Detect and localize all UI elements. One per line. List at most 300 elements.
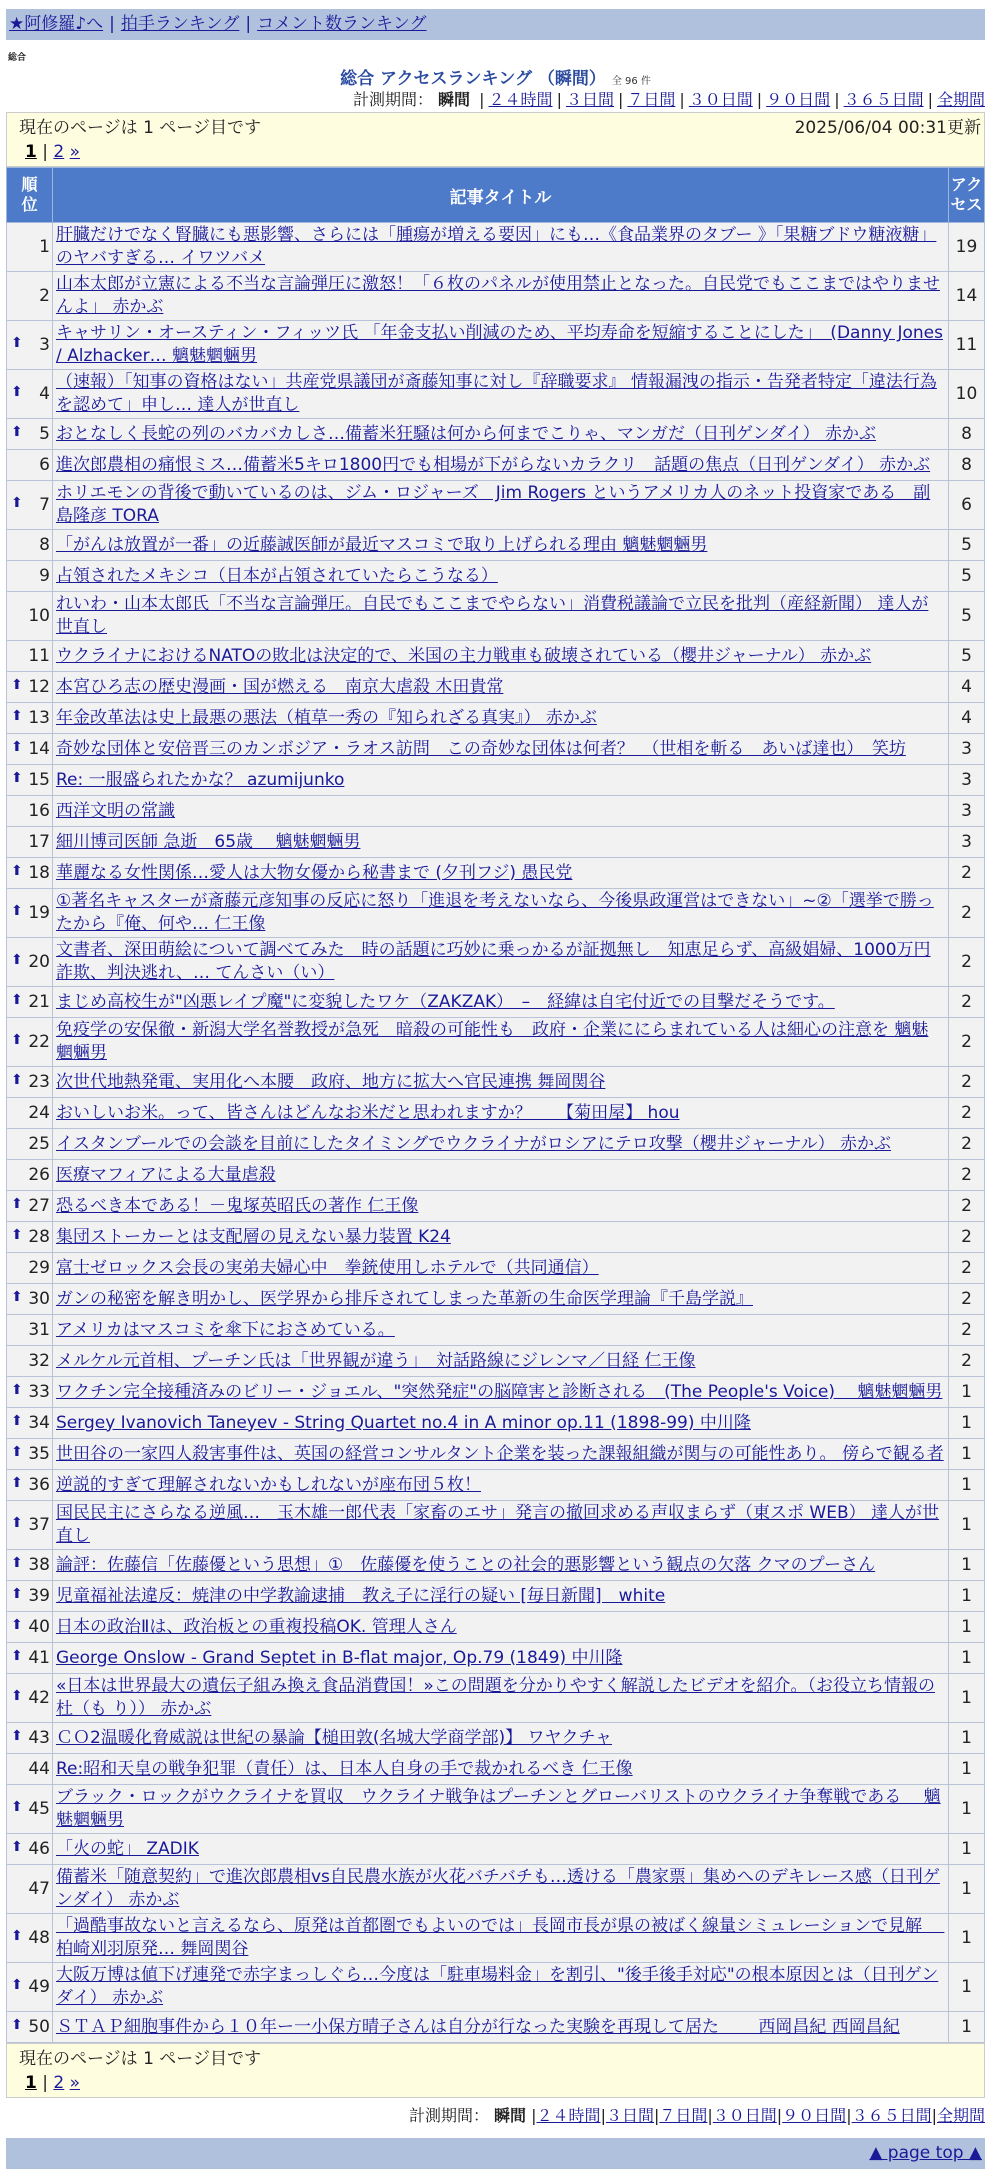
rank-cell bbox=[7, 370, 53, 419]
access-count: 1 bbox=[949, 1550, 985, 1581]
article-title-link[interactable]: George Onslow - Grand Septet in B-flat major, Op.79 (1849) 中川隆 bbox=[56, 1647, 623, 1668]
rank-cell bbox=[7, 1129, 53, 1160]
rank-number: 15 bbox=[28, 770, 50, 790]
article-title-link[interactable]: 恐るべき本である！－鬼塚英昭氏の著作 仁王像 bbox=[56, 1195, 419, 1216]
rank-number: 43 bbox=[28, 1728, 50, 1748]
title-cell bbox=[53, 321, 949, 370]
access-count: 4 bbox=[949, 703, 985, 734]
page bbox=[6, 0, 985, 2169]
rank-cell bbox=[7, 1674, 53, 1723]
rank-cell bbox=[7, 1222, 53, 1253]
title-cell bbox=[53, 1284, 949, 1315]
rank-cell bbox=[7, 1612, 53, 1643]
rank-cell bbox=[7, 1785, 53, 1834]
rank-cell bbox=[7, 1865, 53, 1914]
period-separator: | bbox=[617, 90, 624, 109]
title-cell bbox=[53, 2012, 949, 2043]
title-cell bbox=[53, 1963, 949, 2012]
table-row bbox=[7, 889, 985, 938]
article-title-link[interactable]: アメリカはマスコミを傘下におさめている。 bbox=[56, 1319, 395, 1340]
article-title-link[interactable]: 次世代地熱発電、実用化へ本腰 政府、地方に拡大へ官民連携 舞岡関谷 bbox=[56, 1071, 606, 1092]
rank-cell bbox=[7, 765, 53, 796]
period-separator: | bbox=[479, 90, 485, 109]
title-cell bbox=[53, 561, 949, 592]
rank-number: 36 bbox=[28, 1475, 50, 1495]
period-label: 計測期間： bbox=[352, 90, 433, 109]
table-row bbox=[7, 1963, 985, 2012]
rank-number: 9 bbox=[39, 566, 50, 586]
article-title-link[interactable]: 占領されたメキシコ（日本が占領されていたらこうなる） bbox=[56, 565, 498, 586]
article-title-link[interactable]: 富士ゼロックス会長の実弟夫婦心中 拳銃使用しホテルで（共同通信） bbox=[56, 1257, 599, 1278]
title-cell bbox=[53, 1018, 949, 1067]
pager-page-2[interactable]: 2 bbox=[53, 142, 65, 162]
rank-up-arrow-icon: ⬆ bbox=[11, 495, 23, 511]
article-title-link[interactable]: 免疫学の安保徹・新潟大学名誉教授が急死 暗殺の可能性も 政府・企業ににらまれている人は細心の注意を 魑魅魍魎男 bbox=[56, 1020, 929, 1063]
article-title-link[interactable]: 西洋文明の常識 bbox=[56, 800, 175, 821]
title-cell bbox=[53, 1501, 949, 1550]
rank-number: 29 bbox=[28, 1258, 50, 1278]
article-title-link[interactable]: キャサリン・オースティン・フィッツ氏 「年金支払い削減のため、平均寿命を短縮することにした」 (Danny Jones / Alzhacker… 魑魅魍魎男 bbox=[56, 323, 943, 366]
access-count: 2 bbox=[949, 1129, 985, 1160]
article-title-link[interactable]: ワクチン完全接種済みのビリー・ジョエル、"突然発症"の脳障害と診断される (The People's Voice) 魑魅魍魎男 bbox=[56, 1381, 943, 1402]
table-row bbox=[7, 481, 985, 530]
article-title-link[interactable]: ＳＴＡＰ細胞事件から１０年ー一小保方晴子さんは自分が行なった実験を再現して居た 西岡昌紀 西岡昌紀 bbox=[56, 2016, 900, 2037]
rank-cell bbox=[7, 938, 53, 987]
article-title-link[interactable]: Sergey Ivanovich Taneyev - String Quartet no.4 in A minor op.11 (1898-99) 中川隆 bbox=[56, 1412, 751, 1433]
nav-link-applause-ranking[interactable]: 拍手ランキング bbox=[120, 14, 240, 34]
access-count: 8 bbox=[949, 450, 985, 481]
title-cell bbox=[53, 987, 949, 1018]
table-row bbox=[7, 450, 985, 481]
access-count: 2 bbox=[949, 1346, 985, 1377]
period-link-2[interactable]: ３日間 bbox=[605, 2106, 654, 2125]
access-count: 2 bbox=[949, 1018, 985, 1067]
rank-up-arrow-icon: ⬆ bbox=[11, 1555, 23, 1571]
rank-cell bbox=[7, 1377, 53, 1408]
period-link-6[interactable]: ３６５日間 bbox=[851, 2106, 932, 2125]
article-title-link[interactable]: 集団ストーカーとは支配層の見えない暴力装置 K24 bbox=[56, 1226, 451, 1247]
table-row bbox=[7, 827, 985, 858]
ranking-heading bbox=[6, 64, 985, 88]
article-title-link[interactable]: 医療マフィアによる大量虐殺 bbox=[56, 1164, 276, 1185]
table-row bbox=[7, 765, 985, 796]
period-current: 瞬間 bbox=[438, 90, 471, 109]
rank-up-arrow-icon: ⬆ bbox=[11, 2017, 23, 2033]
article-title-link[interactable]: 華麗なる女性関係…愛人は大物女優から秘書まで (夕刊フジ) 愚民党 bbox=[56, 862, 573, 883]
rank-up-arrow-icon: ⬆ bbox=[11, 992, 23, 1008]
rank-cell bbox=[7, 1501, 53, 1550]
title-cell bbox=[53, 703, 949, 734]
table-row bbox=[7, 1315, 985, 1346]
rank-up-arrow-icon: ⬆ bbox=[11, 1688, 23, 1704]
article-title-link[interactable]: 年金改革法は史上最悪の悪法（植草一秀の『知られざる真実』） 赤かぶ bbox=[56, 707, 597, 728]
access-count: 1 bbox=[949, 1834, 985, 1865]
article-title-link[interactable]: 日本の政治Ⅱは、政治板との重複投稿OK. 管理人さん bbox=[56, 1616, 457, 1637]
rank-up-arrow-icon: ⬆ bbox=[11, 1382, 23, 1398]
table-row bbox=[7, 1550, 985, 1581]
rank-cell bbox=[7, 1253, 53, 1284]
rank-number: 14 bbox=[28, 739, 50, 759]
article-title-link[interactable]: 進次郎農相の痛恨ミス…備蓄米5キロ1800円でも相場が下がらないカラクリ 話題の焦点（日刊ゲンダイ） 赤かぶ bbox=[56, 454, 931, 475]
period-link-7[interactable]: 全期間 bbox=[936, 90, 985, 109]
table-row bbox=[7, 1501, 985, 1550]
access-count: 5 bbox=[949, 530, 985, 561]
access-count: 11 bbox=[949, 321, 985, 370]
rank-cell bbox=[7, 530, 53, 561]
rank-up-arrow-icon: ⬆ bbox=[11, 335, 23, 351]
rank-cell bbox=[7, 561, 53, 592]
rank-up-arrow-icon: ⬆ bbox=[11, 739, 23, 755]
title-cell bbox=[53, 1643, 949, 1674]
rank-number: 18 bbox=[28, 863, 50, 883]
access-count: 14 bbox=[949, 272, 985, 321]
access-count: 4 bbox=[949, 672, 985, 703]
title-cell bbox=[53, 734, 949, 765]
access-count: 1 bbox=[949, 2012, 985, 2043]
title-cell bbox=[53, 1439, 949, 1470]
rank-number: 20 bbox=[28, 952, 50, 972]
access-count: 1 bbox=[949, 1723, 985, 1754]
article-title-link[interactable]: 奇妙な団体と安倍晋三のカンボジア・ラオス訪問 この奇妙な団体は何者？ （世相を斬る あいば達也） 笑坊 bbox=[56, 738, 906, 759]
access-count: 10 bbox=[949, 370, 985, 419]
rank-number: 28 bbox=[28, 1227, 50, 1247]
period-links bbox=[475, 90, 985, 109]
rank-number: 6 bbox=[39, 455, 50, 475]
table-row bbox=[7, 1018, 985, 1067]
pager-bottom bbox=[6, 2043, 985, 2098]
pager-links-bottom bbox=[19, 2071, 984, 2095]
rank-cell bbox=[7, 223, 53, 272]
table-row bbox=[7, 1723, 985, 1754]
article-title-link[interactable]: 「がんは放置が一番」の近藤誠医師が最近マスコミで取り上げられる理由 魑魅魍魎男 bbox=[56, 534, 708, 555]
rank-number: 2 bbox=[39, 286, 50, 306]
nav-link-comment-ranking[interactable]: コメント数ランキング bbox=[257, 14, 427, 34]
title-cell bbox=[53, 827, 949, 858]
rank-cell bbox=[7, 1581, 53, 1612]
rank-up-arrow-icon: ⬆ bbox=[11, 1586, 23, 1602]
access-count: 5 bbox=[949, 641, 985, 672]
rank-cell bbox=[7, 1408, 53, 1439]
rank-up-arrow-icon: ⬆ bbox=[11, 708, 23, 724]
access-count: 2 bbox=[949, 938, 985, 987]
title-cell bbox=[53, 1253, 949, 1284]
rank-cell bbox=[7, 827, 53, 858]
period-link-5[interactable]: ９０日間 bbox=[766, 90, 831, 109]
access-count: 1 bbox=[949, 1501, 985, 1550]
access-count: 1 bbox=[949, 1785, 985, 1834]
table-row bbox=[7, 672, 985, 703]
rank-number: 42 bbox=[28, 1688, 50, 1708]
article-title-link[interactable]: ウクライナにおけるNATOの敗北は決定的で、米国の主力戦車も破壊されている（櫻井ジャーナル） 赤かぶ bbox=[56, 645, 872, 666]
nav-separator: | bbox=[245, 14, 252, 34]
title-cell bbox=[53, 1222, 949, 1253]
title-cell bbox=[53, 1834, 949, 1865]
table-row bbox=[7, 1129, 985, 1160]
rank-up-arrow-icon: ⬆ bbox=[11, 677, 23, 693]
table-row bbox=[7, 703, 985, 734]
article-title-link[interactable]: 児童福祉法違反：焼津の中学教諭逮捕 教え子に淫行の疑い [毎日新聞] white bbox=[56, 1585, 666, 1606]
rank-up-arrow-icon: ⬆ bbox=[11, 952, 23, 968]
article-title-link[interactable]: メルケル元首相、プーチン氏は「世界観が違う」 対話路線にジレンマ／日経 仁王像 bbox=[56, 1350, 696, 1371]
rank-number: 21 bbox=[28, 992, 50, 1012]
rank-number: 1 bbox=[39, 237, 50, 257]
access-count: 8 bbox=[949, 419, 985, 450]
title-cell bbox=[53, 530, 949, 561]
table-row bbox=[7, 1754, 985, 1785]
rank-cell bbox=[7, 1963, 53, 2012]
rank-number: 40 bbox=[28, 1617, 50, 1637]
rank-number: 13 bbox=[28, 708, 50, 728]
ranking-table bbox=[6, 167, 985, 2043]
table-row bbox=[7, 1253, 985, 1284]
period-separator: | bbox=[931, 2106, 937, 2125]
nav-link-asyura-home[interactable]: ★阿修羅♪へ bbox=[9, 14, 104, 34]
rank-cell bbox=[7, 987, 53, 1018]
rank-up-arrow-icon: ⬆ bbox=[11, 1839, 23, 1855]
article-title-link[interactable]: 山本太郎が立憲による不当な言論弾圧に激怒！「６枚のパネルが使用禁止となった。自民党でもここまではやりませんよ」 赤かぶ bbox=[56, 274, 940, 317]
page-top-link[interactable]: ▲ page top ▲ bbox=[869, 2143, 982, 2163]
article-title-link[interactable]: まじめ高校生が"凶悪レイプ魔"に変貌したワケ（ZAKZAK） – 経緯は自宅付近での目撃だそうです。 bbox=[56, 991, 835, 1012]
table-row bbox=[7, 1834, 985, 1865]
period-link-3[interactable]: ７日間 bbox=[627, 90, 676, 109]
article-title-link[interactable]: 世田谷の一家四人殺害事件は、英国の経営コンサルタント企業を装った課報組織が関与の可能性あり。 傍らで観る者 bbox=[56, 1443, 944, 1464]
period-link-2[interactable]: ３日間 bbox=[565, 90, 614, 109]
title-cell bbox=[53, 1191, 949, 1222]
access-count: 19 bbox=[949, 223, 985, 272]
period-link-6[interactable]: ３６５日間 bbox=[843, 90, 924, 109]
article-title-link[interactable]: おとなしく長蛇の列のバカバカしさ…備蓄米狂騒は何から何までこりゃ、マンガだ（日刊ゲンダイ） 赤かぶ bbox=[56, 423, 877, 444]
rank-number: 12 bbox=[28, 677, 50, 697]
rank-up-arrow-icon: ⬆ bbox=[11, 770, 23, 786]
rank-up-arrow-icon: ⬆ bbox=[11, 1413, 23, 1429]
period-selector-bottom bbox=[6, 2104, 985, 2128]
article-title-link[interactable]: 国民民主にさらなる逆風… 玉木雄一郎代表「家畜のエサ」発言の撤回求める声収まらず（東スポ WEB） 達人が世直し bbox=[56, 1503, 940, 1546]
pager-status: 現在のページは 1 ページ目です bbox=[19, 118, 261, 138]
rank-cell bbox=[7, 1160, 53, 1191]
ranking-rows bbox=[7, 223, 985, 2043]
rank-number: 23 bbox=[28, 1072, 50, 1092]
rank-number: 16 bbox=[28, 801, 50, 821]
rank-up-arrow-icon: ⬆ bbox=[11, 1032, 23, 1048]
rank-cell bbox=[7, 734, 53, 765]
access-count: 1 bbox=[949, 1470, 985, 1501]
header-access bbox=[949, 168, 985, 223]
article-title-link[interactable]: 細川博司医師 急逝 65歳 魑魅魍魎男 bbox=[56, 831, 361, 852]
header-title: 記事タイトル bbox=[53, 168, 949, 223]
table-row bbox=[7, 1191, 985, 1222]
rank-cell bbox=[7, 1643, 53, 1674]
title-cell bbox=[53, 450, 949, 481]
rank-cell bbox=[7, 1754, 53, 1785]
article-title-link[interactable]: おいしいお米。って、皆さんはどんなお米だと思われますか？ 【菊田屋】 hou bbox=[56, 1102, 680, 1123]
rank-up-arrow-icon: ⬆ bbox=[11, 1648, 23, 1664]
title-cell bbox=[53, 1914, 949, 1963]
rank-number: 33 bbox=[28, 1382, 50, 1402]
table-row bbox=[7, 1284, 985, 1315]
access-count: 2 bbox=[949, 858, 985, 889]
period-link-7[interactable]: 全期間 bbox=[936, 2106, 985, 2125]
rank-cell bbox=[7, 450, 53, 481]
table-row bbox=[7, 1643, 985, 1674]
nav-separator: | bbox=[109, 14, 115, 34]
rank-number: 47 bbox=[28, 1879, 50, 1899]
rank-number: 34 bbox=[28, 1413, 50, 1433]
table-row bbox=[7, 796, 985, 827]
rank-cell bbox=[7, 703, 53, 734]
article-title-link[interactable]: 本宮ひろ志の歴史漫画・国が燃える 南京大虐殺 木田貴常 bbox=[56, 676, 504, 697]
period-separator: | bbox=[531, 2106, 537, 2125]
access-count: 1 bbox=[949, 1377, 985, 1408]
access-count: 2 bbox=[949, 1284, 985, 1315]
title-cell bbox=[53, 1723, 949, 1754]
table-row bbox=[7, 858, 985, 889]
title-cell bbox=[53, 1129, 949, 1160]
table-row bbox=[7, 1439, 985, 1470]
rank-cell bbox=[7, 1284, 53, 1315]
rank-cell bbox=[7, 1315, 53, 1346]
rank-number: 31 bbox=[28, 1320, 50, 1340]
period-separator: | bbox=[653, 2106, 660, 2125]
article-title-link[interactable]: （速報）「知事の資格はない」共産党県議団が斎藤知事に対し『辞職要求』 情報漏洩の指示・告発者特定「違法行為を認めて」申し… 達人が世直し bbox=[56, 372, 937, 415]
article-title-link[interactable]: ガンの秘密を解き明かし、医学界から排斥されてしまった革新の生命医学理論『千島学説』 bbox=[56, 1288, 753, 1309]
pager-separator: | bbox=[42, 142, 48, 162]
pager-current-page: 1 bbox=[25, 142, 37, 162]
rank-up-arrow-icon: ⬆ bbox=[11, 1617, 23, 1633]
table-row bbox=[7, 1067, 985, 1098]
rank-up-arrow-icon: ⬆ bbox=[11, 424, 23, 440]
rank-up-arrow-icon: ⬆ bbox=[11, 863, 23, 879]
period-link-4[interactable]: ３０日間 bbox=[712, 2106, 777, 2125]
rank-number: 7 bbox=[39, 495, 50, 515]
access-count: 2 bbox=[949, 1098, 985, 1129]
article-title-link[interactable]: イスタンブールでの会談を目前にしたタイミングでウクライナがロシアにテロ攻撃（櫻井ジャーナル） 赤かぶ bbox=[56, 1133, 892, 1154]
pager-next-bottom[interactable]: » bbox=[69, 2073, 81, 2093]
rank-cell bbox=[7, 796, 53, 827]
period-separator: | bbox=[600, 2106, 606, 2125]
article-title-link[interactable]: れいわ・山本太郎氏「不当な言論弾圧。自民でもここまでやらない」消費税議論で立民を批判（産経新聞） 達人が世直し bbox=[56, 594, 929, 637]
title-cell bbox=[53, 592, 949, 641]
rank-cell bbox=[7, 321, 53, 370]
rank-number: 27 bbox=[28, 1196, 50, 1216]
title-cell bbox=[53, 1865, 949, 1914]
rank-up-arrow-icon: ⬆ bbox=[11, 1515, 23, 1531]
title-cell bbox=[53, 1377, 949, 1408]
period-link-5[interactable]: ９０日間 bbox=[782, 2106, 847, 2125]
period-link-1[interactable]: ２４時間 bbox=[488, 90, 553, 109]
rank-up-arrow-icon: ⬆ bbox=[11, 1444, 23, 1460]
article-title-link[interactable]: 論評：佐藤信「佐藤優という思想」① 佐藤優を使うことの社会的悪影響という観点の欠落 クマのプーさん bbox=[56, 1554, 876, 1575]
header-access-label: アク セス bbox=[950, 175, 983, 214]
title-cell bbox=[53, 672, 949, 703]
period-link-4[interactable]: ３０日間 bbox=[688, 90, 753, 109]
table-row bbox=[7, 1160, 985, 1191]
article-title-link[interactable]: 大阪万博は値下げ連発で赤字まっしぐら…今度は「駐車場料金」を割引、"後手後手対応"の根本原因とは（日刊ゲンダイ） 赤かぶ bbox=[56, 1965, 939, 2008]
table-row bbox=[7, 641, 985, 672]
rank-number: 38 bbox=[28, 1555, 50, 1575]
period-selector-top bbox=[6, 88, 985, 112]
period-current-bottom: 瞬間 bbox=[494, 2106, 527, 2125]
rank-up-arrow-icon: ⬆ bbox=[11, 1289, 23, 1305]
table-row bbox=[7, 2012, 985, 2043]
period-separator: | bbox=[556, 90, 562, 109]
article-title-link[interactable]: ブラック・ロックがウクライナを買収 ウクライナ戦争はプーチンとグローバリストのウクライナ争奪戦である 魑魅魍魎男 bbox=[56, 1787, 941, 1830]
table-row bbox=[7, 561, 985, 592]
article-title-link[interactable]: 文書者、深田萌絵について調べてみた 時の話題に巧妙に乗っかるが証拠無し 知恵足らず、高級娼婦、1000万円詐欺、判決逃れ、… てんさい（い） bbox=[56, 940, 931, 983]
article-title-link[interactable]: ＣＯ2温暖化脅威説は世紀の暴論【槌田敦(名城大学商学部)】 ワヤクチャ bbox=[56, 1727, 612, 1748]
period-label-bottom: 計測期間： bbox=[408, 2106, 489, 2125]
total-count: 全 96 件 bbox=[611, 76, 651, 87]
rank-number: 37 bbox=[28, 1515, 50, 1535]
article-title-link[interactable]: 逆説的すぎて理解されないかもしれないが座布団５枚！ bbox=[56, 1474, 481, 1495]
table-row bbox=[7, 419, 985, 450]
article-title-link[interactable]: 備蓄米「随意契約」で進次郎農相vs自民農水族が火花バチバチも…透ける「農家票」集めへのデキレース感（日刊ゲンダイ） 赤かぶ bbox=[56, 1867, 940, 1910]
rank-cell bbox=[7, 1018, 53, 1067]
rank-number: 24 bbox=[28, 1103, 50, 1123]
access-count: 2 bbox=[949, 1160, 985, 1191]
access-count: 1 bbox=[949, 1612, 985, 1643]
rank-number: 49 bbox=[28, 1977, 50, 1997]
article-title-link[interactable]: 肝臓だけでなく腎臓にも悪影響、さらには「腫瘍が増える要因」にも…《食品業界のタブー 》「果糖ブドウ糖液糖」のヤバすぎる… イワツバメ bbox=[56, 225, 937, 268]
pager-next[interactable]: » bbox=[69, 142, 81, 162]
access-count: 1 bbox=[949, 1643, 985, 1674]
period-link-1[interactable]: ２４時間 bbox=[536, 2106, 601, 2125]
title-cell bbox=[53, 1550, 949, 1581]
access-count: 2 bbox=[949, 1067, 985, 1098]
period-link-3[interactable]: ７日間 bbox=[659, 2106, 708, 2125]
rank-cell bbox=[7, 1834, 53, 1865]
rank-number: 17 bbox=[28, 832, 50, 852]
rank-number: 26 bbox=[28, 1165, 50, 1185]
title-cell bbox=[53, 1785, 949, 1834]
table-row bbox=[7, 1098, 985, 1129]
table-row bbox=[7, 1865, 985, 1914]
access-count: 1 bbox=[949, 1914, 985, 1963]
title-cell bbox=[53, 1470, 949, 1501]
title-cell bbox=[53, 1674, 949, 1723]
title-cell bbox=[53, 1346, 949, 1377]
period-links-bottom bbox=[531, 2106, 985, 2125]
pager-page-2-bottom[interactable]: 2 bbox=[53, 2073, 65, 2093]
article-title-link[interactable]: 「火の蛇」 ZADIK bbox=[56, 1838, 199, 1859]
article-title-link[interactable]: «日本は世界最大の遺伝子組み換え食品消費国！»この問題を分かりやすく解説したビデオを紹介。（お役立ち情報の杜（も り）） 赤かぶ bbox=[56, 1676, 935, 1719]
table-row bbox=[7, 987, 985, 1018]
access-count: 1 bbox=[949, 1439, 985, 1470]
rank-number: 19 bbox=[28, 903, 50, 923]
title-cell bbox=[53, 1160, 949, 1191]
access-count: 6 bbox=[949, 481, 985, 530]
updated-timestamp: 2025/06/04 00:31更新 bbox=[794, 118, 981, 138]
table-row bbox=[7, 734, 985, 765]
article-title-link[interactable]: Re: 一服盛られたかな？ azumijunko bbox=[56, 769, 345, 790]
title-cell bbox=[53, 419, 949, 450]
pager-status-bottom: 現在のページは 1 ページ目です bbox=[19, 2049, 261, 2069]
title-cell bbox=[53, 1315, 949, 1346]
article-title-link[interactable]: ①著名キャスターが斎藤元彦知事の反応に怒り「進退を考えないなら、今後県政運営はできない」~②「選挙で勝ったから『俺、何や… 仁王像 bbox=[56, 891, 934, 934]
rank-cell bbox=[7, 1067, 53, 1098]
table-row bbox=[7, 592, 985, 641]
table-row bbox=[7, 530, 985, 561]
title-cell bbox=[53, 1098, 949, 1129]
access-count: 3 bbox=[949, 796, 985, 827]
title-cell bbox=[53, 938, 949, 987]
rank-cell bbox=[7, 1470, 53, 1501]
article-title-link[interactable]: ホリエモンの背後で動いているのは、ジム・ロジャーズ Jim Rogers というアメリカ人のネット投資家である 副島隆彦 TORA bbox=[56, 483, 931, 526]
article-title-link[interactable]: 「過酷事故ないと言えるなら、原発は首都圏でもよいのでは」長岡市長が県の被ばく線量シミュレーションで見解 柏崎刈羽原発… 舞岡関谷 bbox=[56, 1916, 945, 1959]
rank-number: 48 bbox=[28, 1928, 50, 1948]
article-title-link[interactable]: Re:昭和天皇の戦争犯罪（責任）は、日本人自身の手で裁かれるべき 仁王像 bbox=[56, 1758, 633, 1779]
access-count: 1 bbox=[949, 1581, 985, 1612]
access-count: 2 bbox=[949, 1253, 985, 1284]
